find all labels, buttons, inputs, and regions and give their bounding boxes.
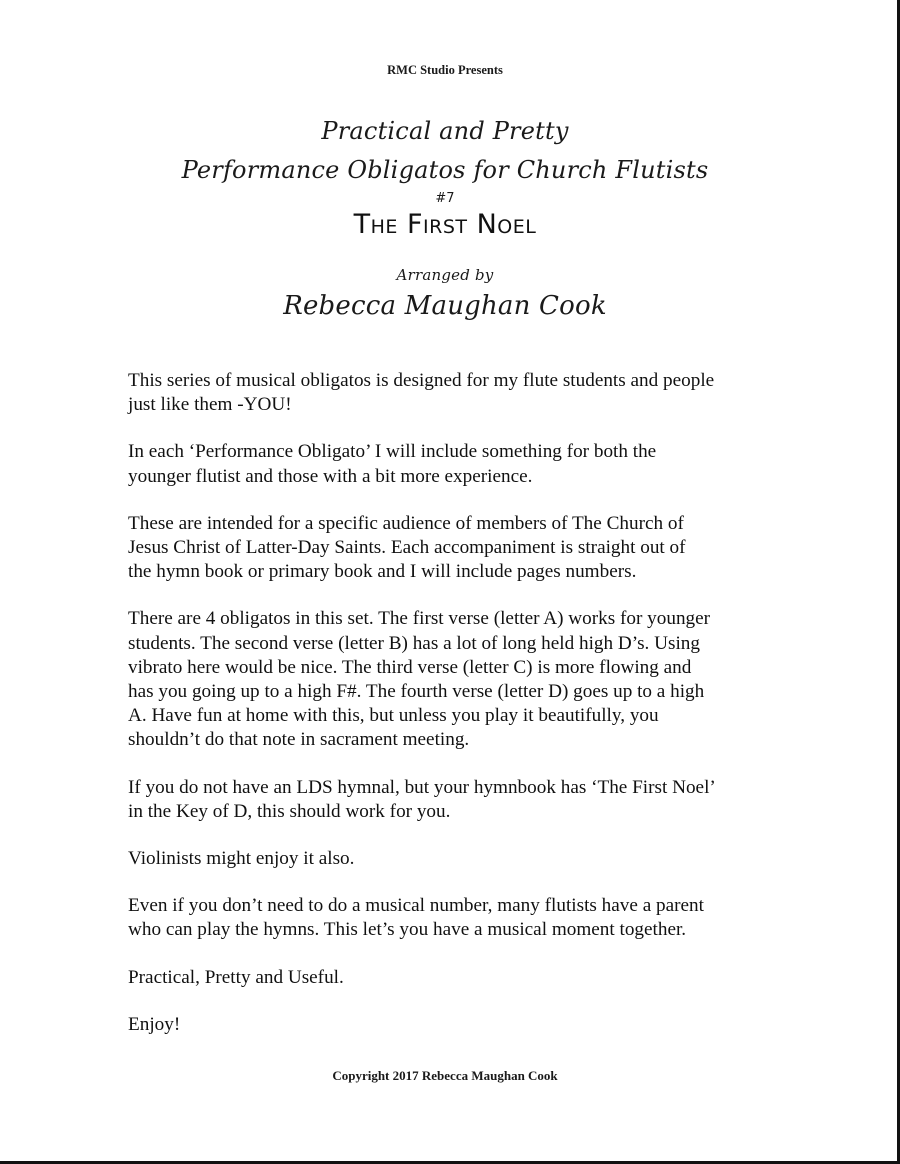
body-text xyxy=(128,369,778,1060)
paragraph-musical-moment: Even if you don’t need to do a musical number, many flutists have a parent who can play the hymns. This let’s you have a musical moment together. xyxy=(128,895,704,941)
paragraph-series-intro: This series of musical obligatos is designed for my flute students and people just like them -YOU! xyxy=(128,370,715,416)
arranged-by-label: Arranged by xyxy=(396,266,494,284)
paragraph-performance-obligato: In each ‘Performance Obligato’ I will include something for both the younger flutist and those with a bit more experience. xyxy=(128,441,657,487)
series-title-line2: Performance Obligatos for Church Flutists xyxy=(181,156,709,184)
paragraph-enjoy: Enjoy! xyxy=(128,1013,181,1035)
paragraph-violinists: Violinists might enjoy it also. xyxy=(128,848,355,870)
paragraph-practical: Practical, Pretty and Useful. xyxy=(128,966,344,988)
series-title-line1: Practical and Pretty xyxy=(321,117,569,145)
paragraph-obligatos-set: There are 4 obligatos in this set. The first verse (letter A) works for younger students. The second verse (letter B) has a lot of long held high D’s. Using vibrato here would be nice. The third verse (letter C) is more flowing and has you going up to a high F#. The fourth verse (letter D) goes up to a high A. Have fun at home with this, but unless you play it beautifully, you shouldn’t do that note in sacrament meeting. xyxy=(128,608,711,751)
obligato-number: #7 xyxy=(435,191,455,206)
author-name: Rebecca Maughan Cook xyxy=(283,291,607,321)
copyright-notice: Copyright 2017 Rebecca Maughan Cook xyxy=(332,1068,558,1083)
paragraph-hymnal-note: If you do not have an LDS hymnal, but your hymnbook has ‘The First Noel’ in the Key of D, this should work for you. xyxy=(128,776,716,822)
presents-line: RMC Studio Presents xyxy=(387,63,503,77)
song-title: The First Noel xyxy=(353,209,537,240)
paragraph-audience: These are intended for a specific audience of members of The Church of Jesus Christ of Latter-Day Saints. Each accompaniment is straight out of the hymn book or primary book and I will include pages numbers. xyxy=(128,512,686,583)
